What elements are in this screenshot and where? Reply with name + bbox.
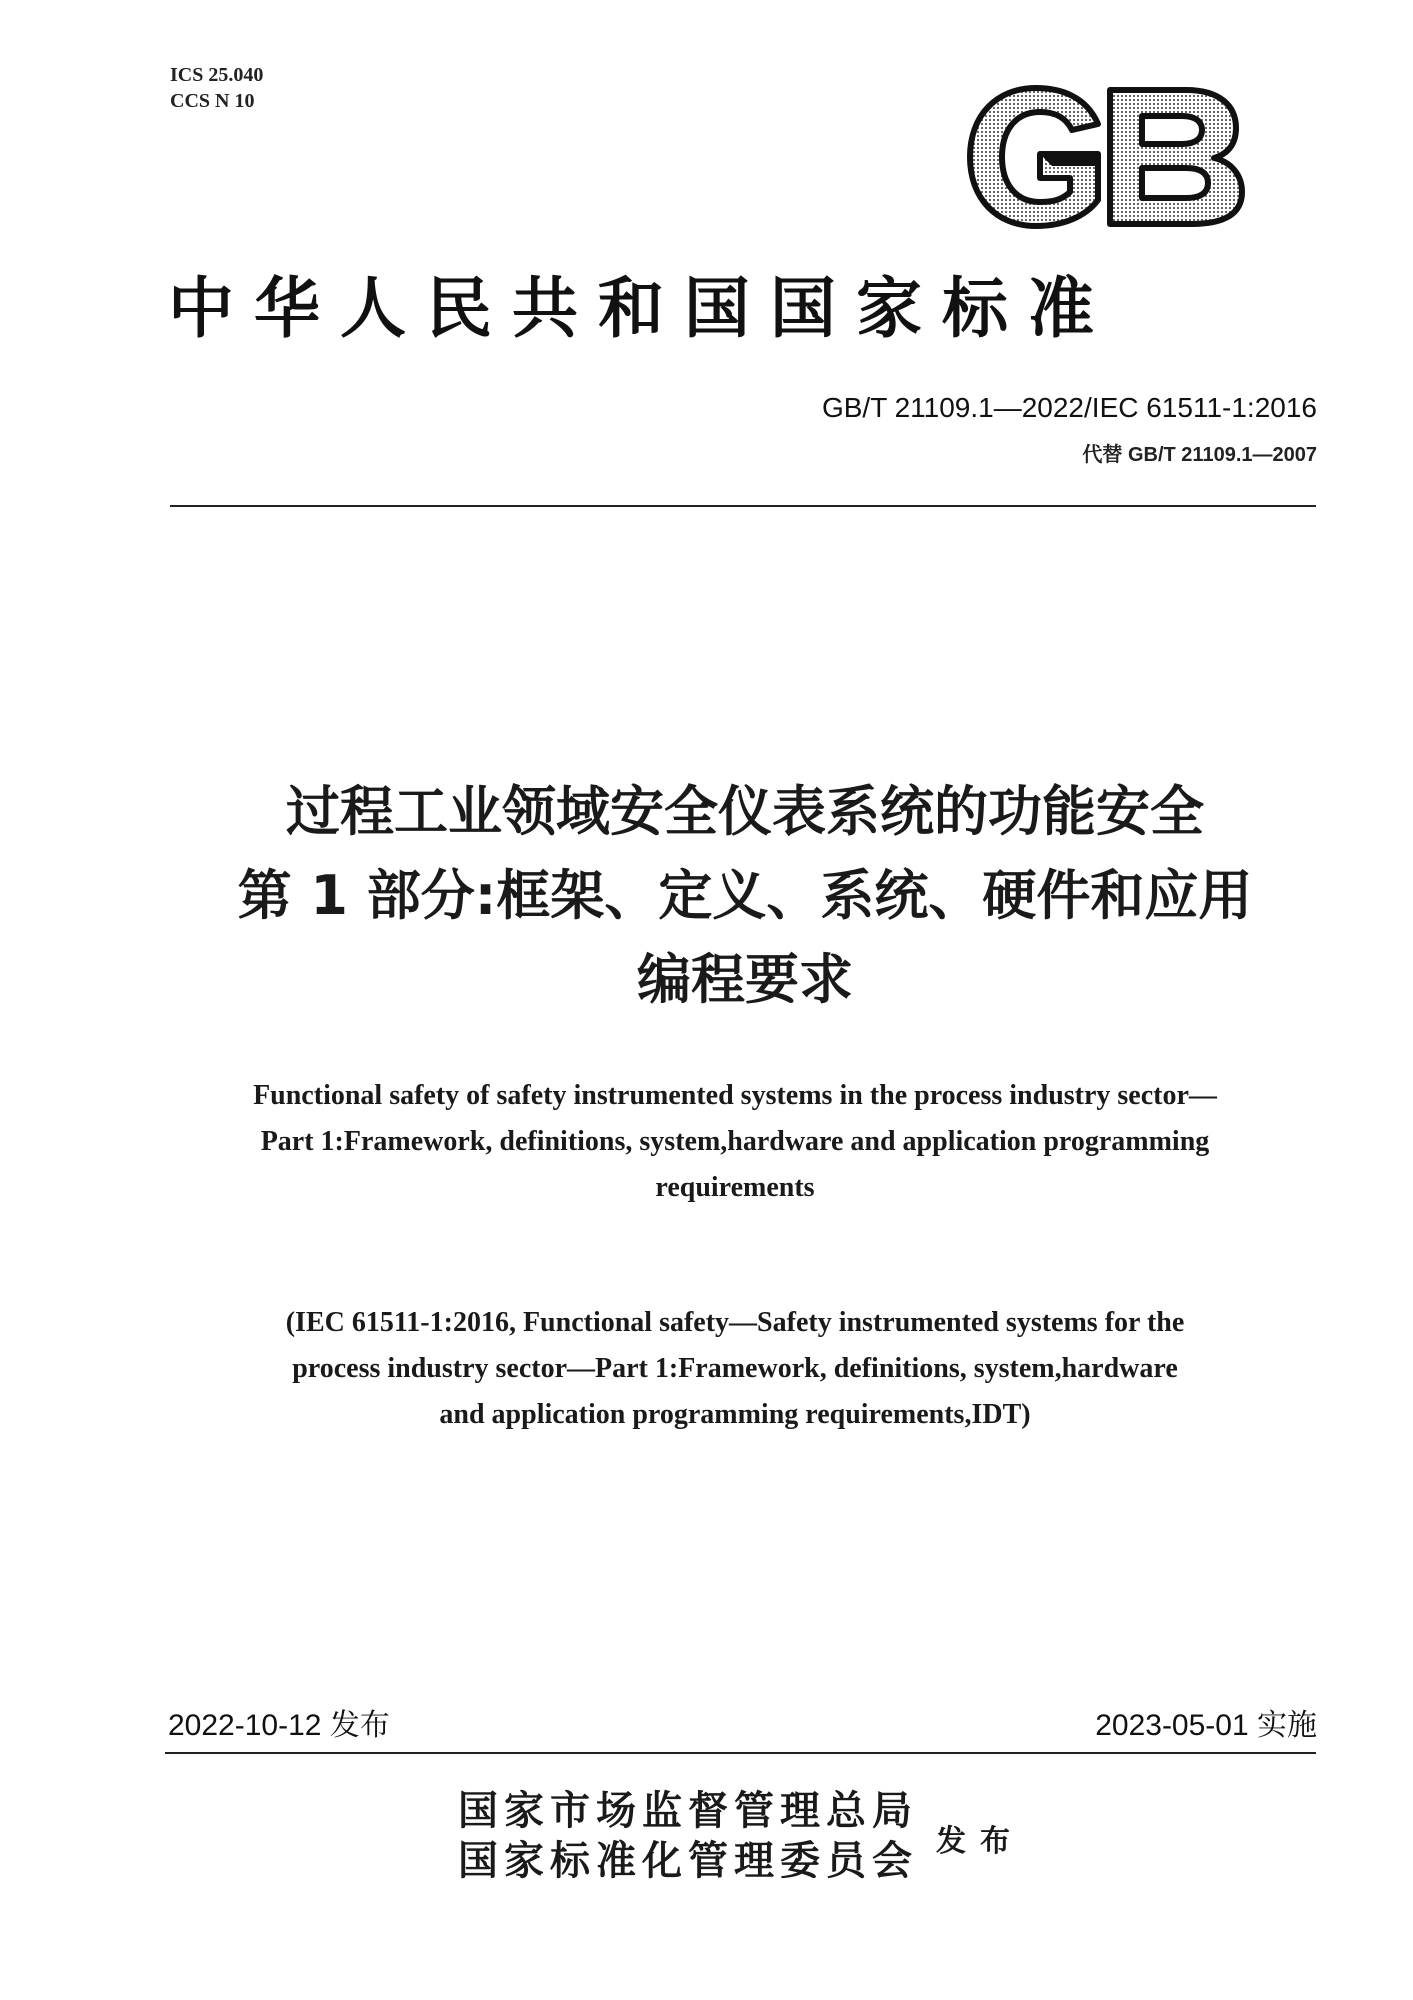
iec-reference-line: process industry sector—Part 1:Framework, definitions, system,hardware [292, 1353, 1178, 1384]
english-title-line: requirements [655, 1172, 815, 1203]
classification-codes [170, 62, 263, 114]
iec-reference-line: (IEC 61511-1:2016, Functional safety—Safety instrumented systems for the [285, 1307, 1185, 1338]
iec-equivalence-reference [150, 1300, 1320, 1438]
gb-logo [960, 82, 1250, 232]
ics-code: ICS 25.040 [170, 64, 264, 86]
chinese-title-line: 过程工业领域安全仪表系统的功能安全 [286, 780, 1204, 843]
replaces-standard: 代替 GB/T 21109.1—2007 [1082, 444, 1317, 466]
iec-reference-line: and application programming requirements,IDT) [439, 1399, 1031, 1430]
gb-logo-text: GB [1105, 162, 1107, 163]
issue-date: 2022-10-12 发布 [168, 1709, 390, 1742]
ccs-code: CCS N 10 [170, 90, 255, 112]
national-standard-title: 中华人民共和国国家标准 [168, 269, 1114, 347]
english-title [150, 1073, 1320, 1211]
english-title-line: Part 1:Framework, definitions, system,hardware and application programming [260, 1126, 1210, 1157]
header-divider [170, 505, 1316, 507]
publisher-name: 国家市场监督管理总局 [458, 1787, 918, 1834]
gb-logo-graphic [960, 82, 1250, 232]
chinese-title-line: 第 1 部分:框架、定义、系统、硬件和应用 [237, 864, 1253, 927]
chinese-title [130, 770, 1360, 1022]
standard-number: GB/T 21109.1—2022/IEC 61511-1:2016 [821, 392, 1317, 423]
implementation-date: 2023-05-01 实施 [1095, 1709, 1317, 1742]
english-title-line: Functional safety of safety instrumented systems in the process industry sector— [253, 1080, 1217, 1111]
chinese-title-line: 编程要求 [637, 948, 853, 1011]
publisher-name: 国家标准化管理委员会 [458, 1837, 918, 1884]
footer-divider [165, 1752, 1316, 1754]
publishing-authorities [458, 1786, 918, 1886]
publish-label: 发布 [936, 1824, 1024, 1859]
